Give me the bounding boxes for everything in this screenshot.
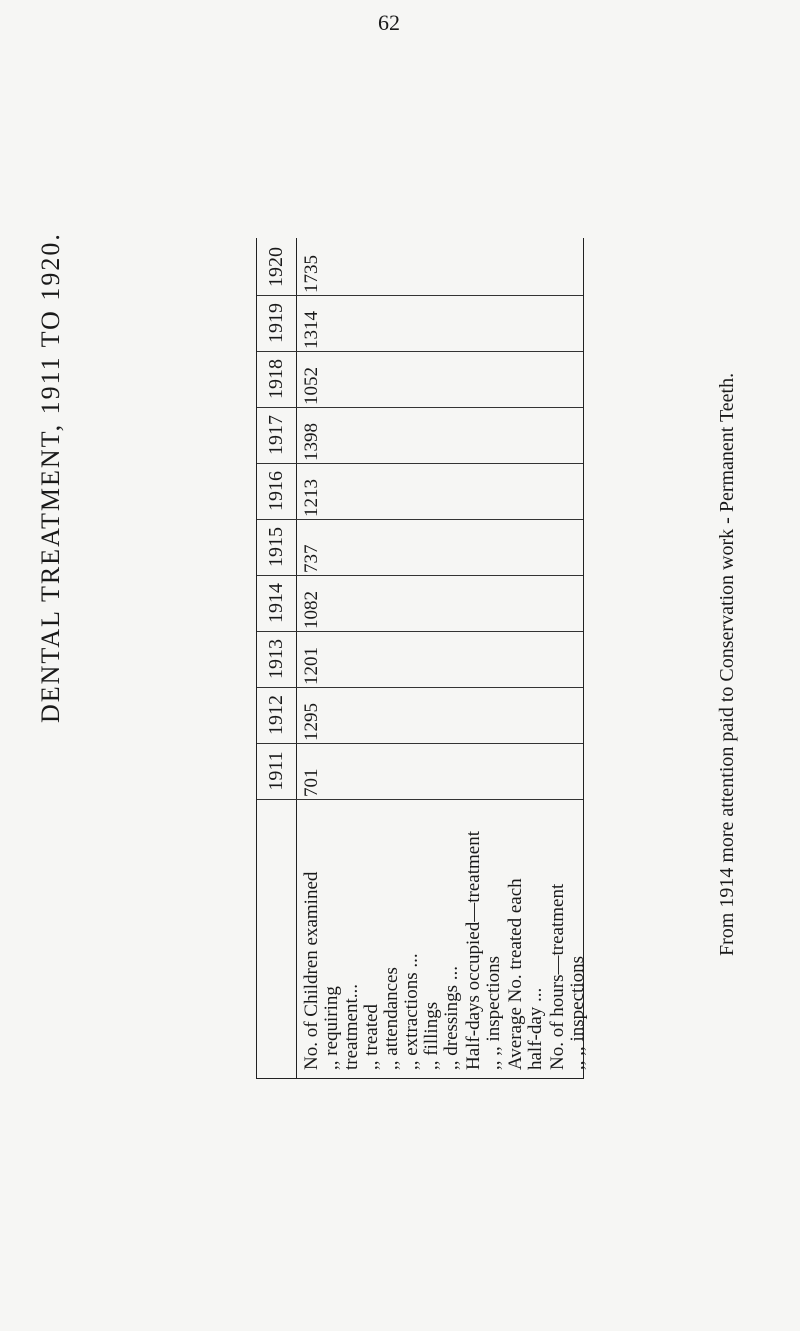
year-header: 1918: [265, 359, 287, 399]
row-label: ,, fillings: [421, 1001, 442, 1070]
row-label: ,, extractions ...: [401, 953, 422, 1070]
table-cell: 701: [301, 768, 322, 797]
year-header: 1913: [265, 639, 287, 679]
table-cell: 1398: [301, 423, 322, 461]
table-cell: 737: [301, 544, 322, 573]
year-header: 1911: [265, 751, 287, 791]
row-label: Half-days occupied—treatment: [463, 831, 484, 1070]
year-column: [257, 295, 583, 352]
year-column: [257, 519, 583, 576]
table-cell: 1052: [301, 367, 322, 405]
footnote: From 1914 more attention paid to Conservation work - Permanent Teeth.: [716, 372, 738, 956]
year-column: [257, 351, 583, 408]
page-number: 62: [378, 10, 400, 35]
year-column: [257, 239, 583, 296]
row-label: Average No. treated each: [505, 878, 526, 1070]
row-label: treatment...: [341, 984, 362, 1070]
row-label: half-day ...: [525, 987, 546, 1070]
table-cell: 1213: [301, 479, 322, 517]
year-header: 1915: [265, 527, 287, 567]
year-column: [257, 407, 583, 464]
year-column: [257, 631, 583, 688]
table-cell: 1082: [301, 591, 322, 629]
row-label: ,, attendances: [381, 967, 402, 1070]
row-label: No. of Children examined: [301, 871, 322, 1070]
row-label: ,, ,, inspections: [483, 956, 504, 1070]
row-label: ,, treated: [361, 1004, 382, 1070]
year-header: 1917: [265, 415, 287, 455]
year-column: [257, 743, 583, 800]
table-cell: 1201: [301, 647, 322, 685]
year-header: 1920: [265, 247, 287, 287]
label-column: [257, 800, 588, 1078]
year-column: [257, 575, 583, 632]
year-header: 1912: [265, 695, 287, 735]
row-label: ,, ,, inspections: [567, 956, 588, 1070]
page-title: DENTAL TREATMENT, 1911 TO 1920.: [36, 232, 65, 723]
year-column: [257, 687, 583, 744]
table-cell: 1314: [301, 311, 322, 349]
year-header: 1919: [265, 303, 287, 343]
data-table: [256, 238, 588, 1079]
row-label: No. of hours—treatment: [547, 883, 568, 1070]
row-label: ,, requiring: [321, 986, 342, 1070]
year-column: [257, 463, 583, 520]
table-cell: 1735: [301, 255, 322, 293]
year-header: 1916: [265, 471, 287, 511]
year-header: 1914: [265, 583, 287, 623]
row-label: ,, dressings ...: [441, 966, 462, 1070]
table-cell: 1295: [301, 703, 322, 741]
